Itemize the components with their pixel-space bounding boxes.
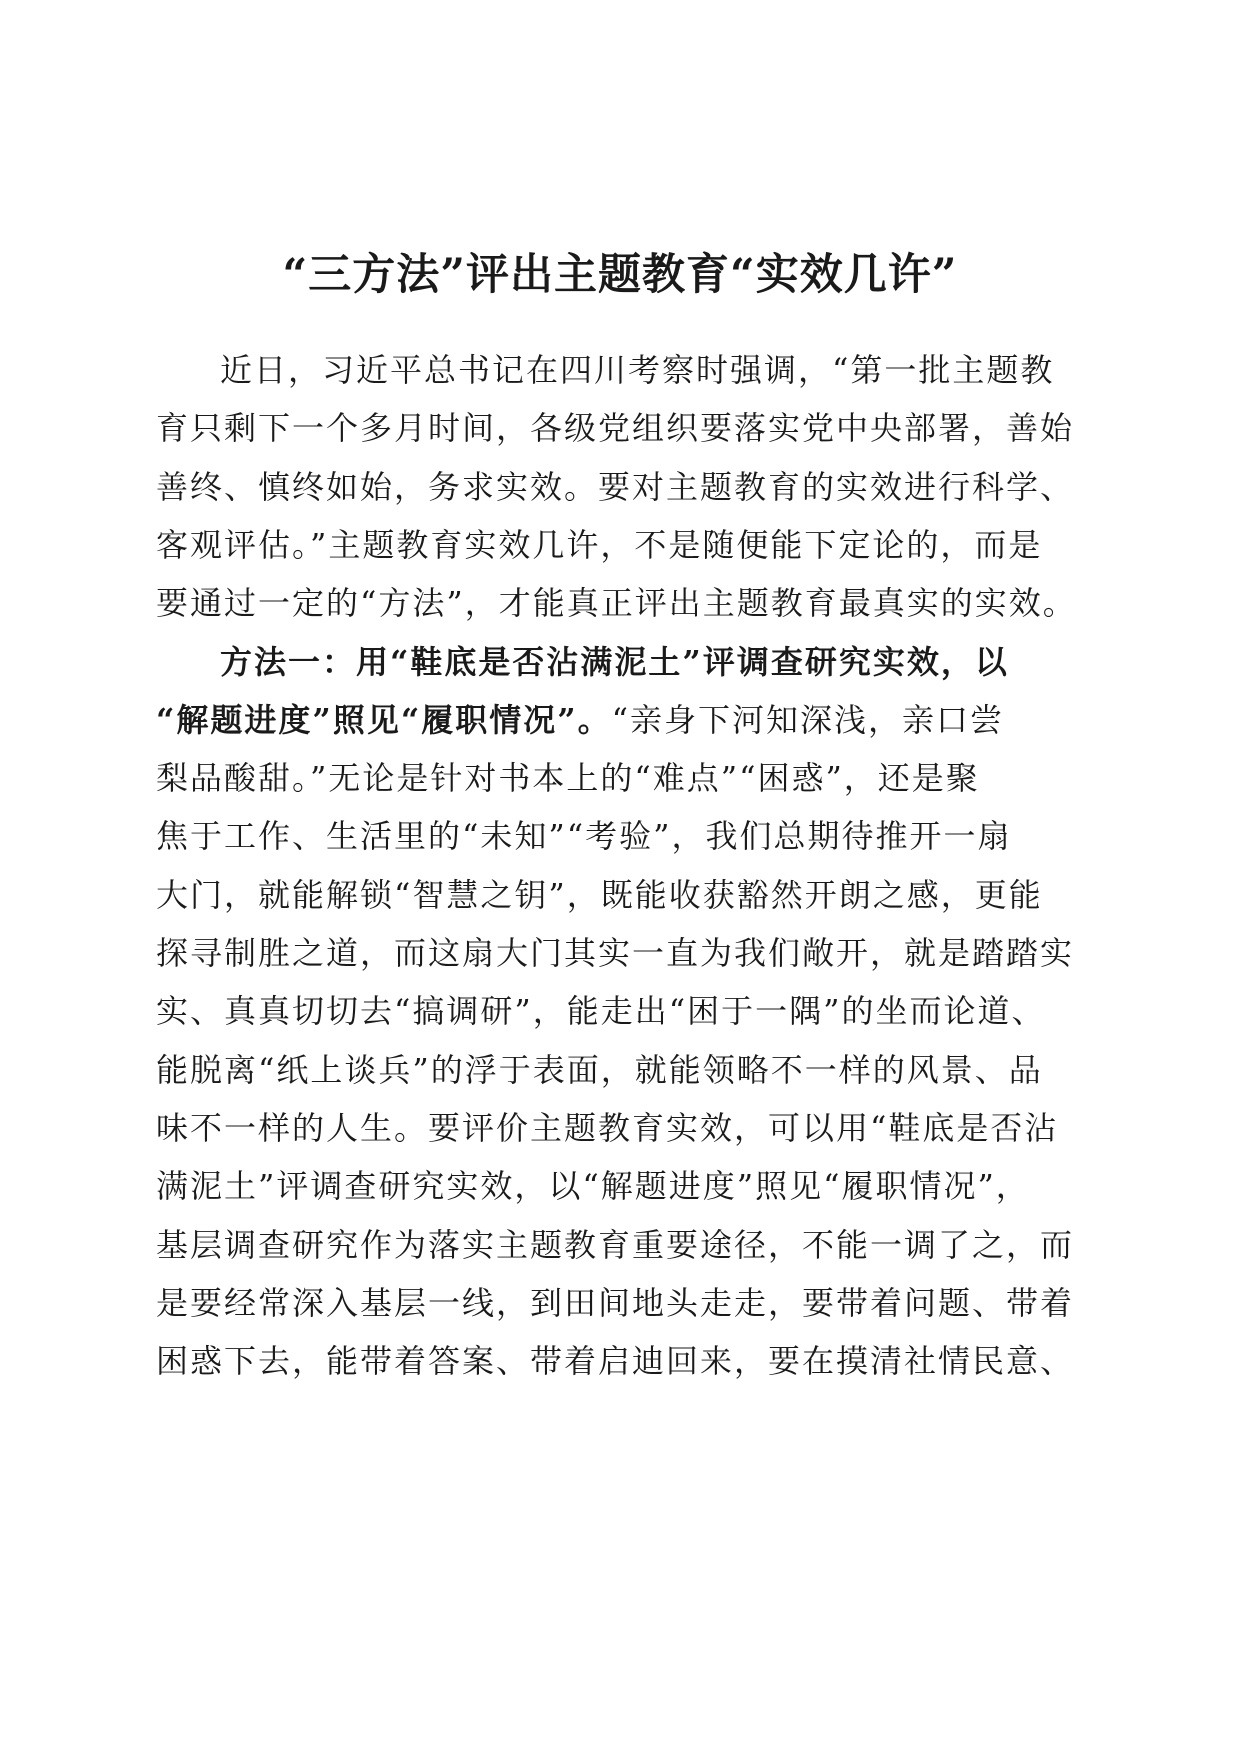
body-text: “亲身下河知深浅，亲口尝 [611, 700, 1005, 739]
body-line [156, 746, 980, 811]
body-line [156, 688, 1004, 753]
body-line [220, 630, 1009, 695]
body-text: 基层调查研究作为落实主题教育重要途径，不能一调了之，而 [156, 1225, 1075, 1264]
bold-heading-text: 方法一：用“鞋底是否沾满泥土”评调查研究实效，以 [220, 642, 1009, 681]
body-text: 困惑下去，能带着答案、带着启迪回来，要在摸清社情民意、 [156, 1342, 1075, 1381]
body-line [156, 1038, 1043, 1103]
body-text: 育只剩下一个多月时间，各级党组织要落实党中央部署，善始 [156, 409, 1075, 448]
body-line [156, 1271, 1074, 1336]
body-line [156, 1096, 1058, 1161]
body-line [156, 396, 1074, 461]
body-line [156, 1213, 1074, 1278]
document-title: “三方法”评出主题教育“实效几许” [282, 250, 958, 300]
body-text: 善终、慎终如始，务求实效。要对主题教育的实效进行科学、 [156, 467, 1075, 506]
body-line [156, 1329, 1074, 1394]
body-line [156, 863, 1043, 928]
body-text: 近日，习近平总书记在四川考察时强调，“第一批主题教 [220, 351, 1055, 389]
body-text: 探寻制胜之道，而这扇大门其实一直为我们敞开，就是踏踏实 [156, 934, 1075, 972]
bold-heading-text: “解题进度”照见“履职情况”。 [156, 700, 612, 739]
body-line [220, 338, 1054, 403]
body-line [156, 571, 1077, 636]
body-text: 满泥土”评调查研究实效，以“解题进度”照见“履职情况”， [156, 1167, 1030, 1206]
body-text: 大门，就能解锁“智慧之钥”，既能收获豁然开朗之感，更能 [156, 875, 1043, 914]
body-line [156, 921, 1074, 986]
body-line [156, 979, 1045, 1044]
body-text: 能脱离“纸上谈兵”的浮于表面，就能领略不一样的风景、品 [156, 1050, 1043, 1089]
body-text: 味不一样的人生。要评价主题教育实效，可以用“鞋底是否沾 [156, 1108, 1059, 1147]
body-line [156, 804, 1011, 869]
body-text: 实、真真切切去“搞调研”，能走出“困于一隅”的坐而论道、 [156, 992, 1046, 1031]
body-line [156, 513, 1042, 578]
body-line [156, 455, 1074, 520]
body-text: 客观评估。”主题教育实效几许，不是随便能下定论的，而是 [156, 525, 1043, 564]
body-text: 焦于工作、生活里的“未知”“考验”，我们总期待推开一扇 [156, 817, 1012, 856]
body-text: 梨品酸甜。”无论是针对书本上的“难点”“困惑”，还是聚 [156, 759, 980, 798]
body-text: 是要经常深入基层一线，到田间地头走走，要带着问题、带着 [156, 1283, 1075, 1322]
body-line [156, 1154, 1030, 1219]
body-text: 要通过一定的“方法”，才能真正评出主题教育最真实的实效。 [156, 584, 1077, 623]
